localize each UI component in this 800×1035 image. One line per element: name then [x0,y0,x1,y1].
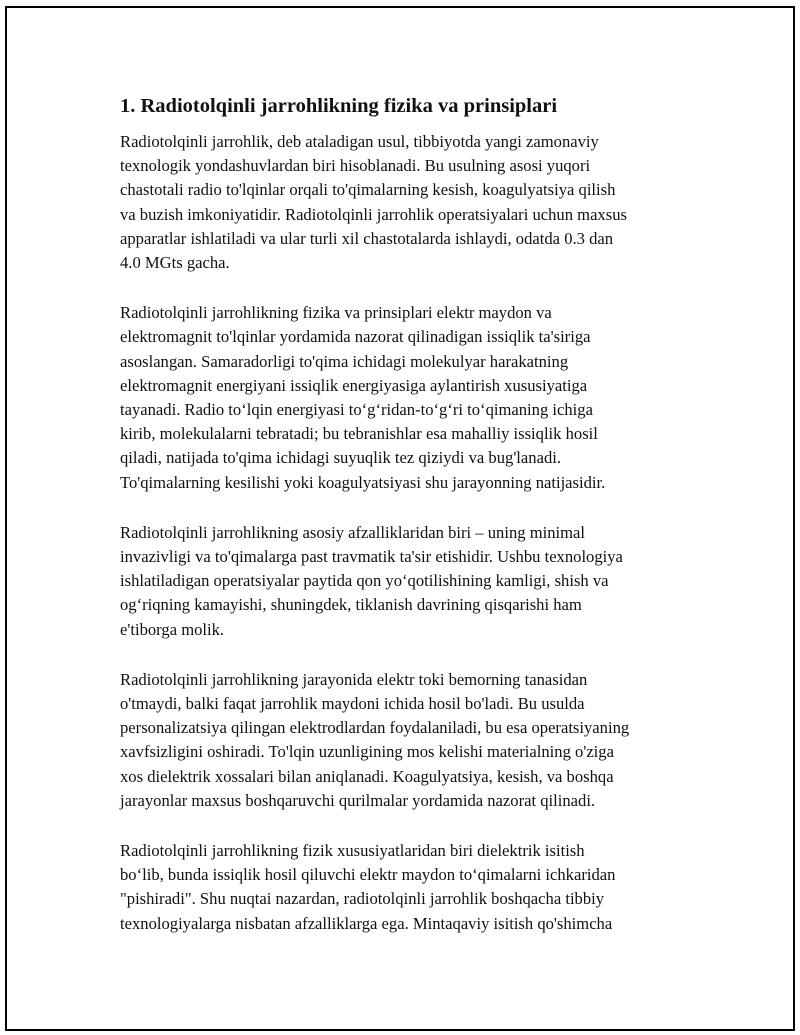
document-page [5,6,795,1031]
section-title: 1. Radiotolqinli jarrohlikning fizika va prinsiplari [120,95,558,117]
paragraph-1: Radiotolqinli jarrohlik, deb ataladigan usul, tibbiyotda yangi zamonaviy texnologik yondashuvlardan biri hisoblanadi. Bu usulning asosi yuqori chastotali radio to'lqinlar orqali to'qimalarning kesish, koagulyatsiya qilish va buzish imkoniyatidir. Radiotolqinli jarrohlik operatsiyalari uchun maxsus apparatlar ishlatiladi va ular turli xil chastotalarda ishlaydi, odatda 0.3 dan 4.0 MGts gacha. [120,132,627,273]
paragraph-3: Radiotolqinli jarrohlikning asosiy afzalliklaridan biri – uning minimal invazivligi va to'qimalarga past travmatik ta'sir etishidir. Ushbu texnologiya ishlatiladigan operatsiyalar paytida qon yo‘qotilishining kamligi, shish va og‘riqning kamayishi, shuningdek, tiklanish davrining qisqarishi ham e'tiborga molik. [120,522,623,639]
paragraph-5: Radiotolqinli jarrohlikning fizik xususiyatlaridan biri dielektrik isitish bo‘lib, bunda issiqlik hosil qiluvchi elektr maydon to‘qimalarni ichkaridan "pishiradi". Shu nuqtai nazardan, radiotolqinli jarrohlik boshqacha tibbiy texnologiyalarga nisbatan afzalliklarga ega. Mintaqaviy isitish qo'shimcha [120,841,616,933]
paragraph-4: Radiotolqinli jarrohlikning jarayonida elektr toki bemorning tanasidan o'tmaydi, balki faqat jarrohlik maydoni ichida hosil bo'ladi. Bu usulda personalizatsiya qilingan elektrodlardan foydalaniladi, bu esa operatsiyaning xavfsizligini oshiradi. To'lqin uzunligining mos kelishi materialning o'ziga xos dielektrik xossalari bilan aniqlanadi. Koagulyatsiya, kesish, va boshqa jarayonlar maxsus boshqaruvchi qurilmalar yordamida nazorat qilinadi. [120,669,630,810]
document-body [120,92,695,962]
paragraph-2: Radiotolqinli jarrohlikning fizika va prinsiplari elektr maydon va elektromagnit to'lqinlar yordamida nazorat qilinadigan issiqlik ta'siriga asoslangan. Samaradorligi to'qima ichidagi molekulyar harakatning elektromagnit energiyani issiqlik energiyasiga aylantirish xususiyatiga tayanadi. Radio to‘lqin energiyasi to‘g‘ridan-to‘g‘ri to‘qimaning ichiga kirib, molekulalarni tebratadi; bu tebranishlar esa mahalliy issiqlik hosil qiladi, natijada to'qima ichidagi suyuqlik tez qiziydi va bug'lanadi. To'qimalarning kesilishi yoki koagulyatsiyasi shu jarayonning natijasidir. [120,303,606,492]
